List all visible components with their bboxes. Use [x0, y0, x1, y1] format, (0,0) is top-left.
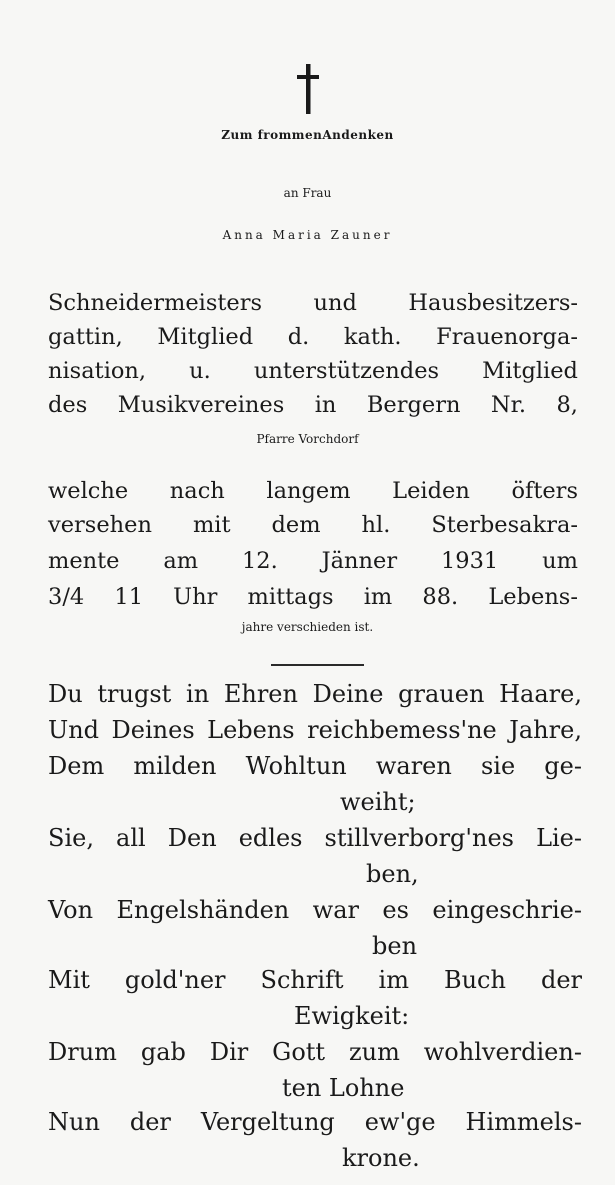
word: Deine: [312, 680, 384, 708]
word: der: [540, 966, 582, 994]
word: zum: [348, 1038, 400, 1066]
word: Von: [48, 896, 94, 924]
word: Nr.: [490, 392, 527, 418]
word: Deines: [111, 716, 195, 744]
biography-line: [48, 290, 578, 316]
word: Den: [167, 824, 217, 852]
word: welche: [48, 478, 129, 504]
word: unterstützendes: [253, 358, 440, 384]
verse-line: [48, 680, 582, 708]
verse-continuation: ten Lohne: [282, 1074, 405, 1102]
word: u.: [189, 358, 211, 384]
word: der: [129, 1108, 171, 1136]
word: Musikvereines: [117, 392, 285, 418]
verse-line: [48, 752, 582, 780]
word: Sterbesakra-: [431, 512, 578, 538]
verse-line: [48, 966, 582, 994]
word: Hausbesitzers-: [408, 290, 578, 316]
word: Leiden: [392, 478, 470, 504]
word: Schneidermeisters: [48, 290, 263, 316]
word: nach: [169, 478, 225, 504]
verse-continuation: ben,: [366, 860, 419, 888]
latin-cross-icon: [0, 62, 615, 122]
biography-line: [48, 392, 578, 418]
word: langem: [266, 478, 351, 504]
verse-line: [48, 716, 582, 744]
verse-continuation: weiht;: [340, 788, 416, 816]
word: nisation,: [48, 358, 147, 384]
biography-line: [48, 478, 578, 504]
word: Drum: [48, 1038, 117, 1066]
word: gattin,: [48, 324, 123, 350]
section-divider: [271, 664, 364, 666]
word: und: [313, 290, 357, 316]
verse-continuation: ben: [372, 932, 418, 960]
word: Uhr: [173, 584, 218, 610]
word: Bergern: [366, 392, 461, 418]
biography-line: [48, 512, 578, 538]
word: 3/4: [48, 584, 85, 610]
word: all: [116, 824, 146, 852]
word: im: [363, 584, 393, 610]
card-title: Zum frommenAndenken: [221, 128, 394, 142]
word: Ehren: [223, 680, 298, 708]
word: Dir: [209, 1038, 249, 1066]
deceased-name: Anna Maria Zauner: [222, 228, 393, 242]
word: grauen: [398, 680, 485, 708]
word: gab: [140, 1038, 186, 1066]
word: Und: [48, 716, 100, 744]
word: im: [378, 966, 409, 994]
word: mittags: [247, 584, 334, 610]
word: es: [382, 896, 409, 924]
word: Gott: [272, 1038, 326, 1066]
word: trugst: [97, 680, 172, 708]
biography-line: [48, 548, 578, 574]
word: reichbemess'ne: [307, 716, 497, 744]
word: Mitglied: [482, 358, 578, 384]
word: d.: [287, 324, 310, 350]
verse-continuation: krone.: [342, 1144, 420, 1172]
word: 88.: [422, 584, 459, 610]
word: hl.: [361, 512, 391, 538]
word: Lie-: [536, 824, 582, 852]
word: Mitglied: [157, 324, 254, 350]
dedication-line: an Frau: [283, 186, 332, 200]
word: wohlverdien-: [423, 1038, 582, 1066]
biography-line: [48, 584, 578, 610]
word: mente: [48, 548, 120, 574]
biography-line: [48, 324, 578, 350]
word: Dem: [48, 752, 105, 780]
word: ge-: [544, 752, 582, 780]
word: Jahre,: [509, 716, 582, 744]
word: am: [163, 548, 199, 574]
word: Engelshänden: [116, 896, 290, 924]
word: 1931: [440, 548, 499, 574]
word: 11: [114, 584, 144, 610]
biography-line-end: jahre verschieden ist.: [241, 620, 374, 634]
word: Frauenorga-: [436, 324, 578, 350]
word: edles: [238, 824, 303, 852]
word: Vergeltung: [200, 1108, 335, 1136]
word: Nun: [48, 1108, 100, 1136]
word: eingeschrie-: [432, 896, 582, 924]
word: dem: [271, 512, 321, 538]
word: des: [48, 392, 88, 418]
word: Lebens: [207, 716, 295, 744]
word: gold'ner: [124, 966, 226, 994]
word: milden: [133, 752, 217, 780]
word: ew'ge: [364, 1108, 436, 1136]
word: in: [186, 680, 210, 708]
verse-line: [48, 1108, 582, 1136]
word: sie: [480, 752, 516, 780]
word: öfters: [511, 478, 578, 504]
verse-line: [48, 824, 582, 852]
word: Mit: [48, 966, 90, 994]
word: stillverborg'nes: [324, 824, 514, 852]
word: Schrift: [260, 966, 344, 994]
word: um: [542, 548, 578, 574]
word: Haare,: [499, 680, 582, 708]
word: Sie,: [48, 824, 94, 852]
word: waren: [375, 752, 452, 780]
verse-continuation: Ewigkeit:: [294, 1002, 410, 1030]
biography-line: [48, 358, 578, 384]
word: Du: [48, 680, 83, 708]
word: versehen: [48, 512, 152, 538]
word: 12.: [241, 548, 278, 574]
verse-line: [48, 1038, 582, 1066]
verse-line: [48, 896, 582, 924]
word: Lebens-: [488, 584, 578, 610]
word: war: [312, 896, 359, 924]
word: in: [314, 392, 337, 418]
word: Himmels-: [465, 1108, 582, 1136]
word: Buch: [443, 966, 506, 994]
word: mit: [192, 512, 231, 538]
word: 8,: [556, 392, 578, 418]
word: Jänner: [321, 548, 398, 574]
word: kath.: [343, 324, 402, 350]
biography-parish: Pfarre Vorchdorf: [256, 432, 359, 446]
word: Wohltun: [245, 752, 347, 780]
